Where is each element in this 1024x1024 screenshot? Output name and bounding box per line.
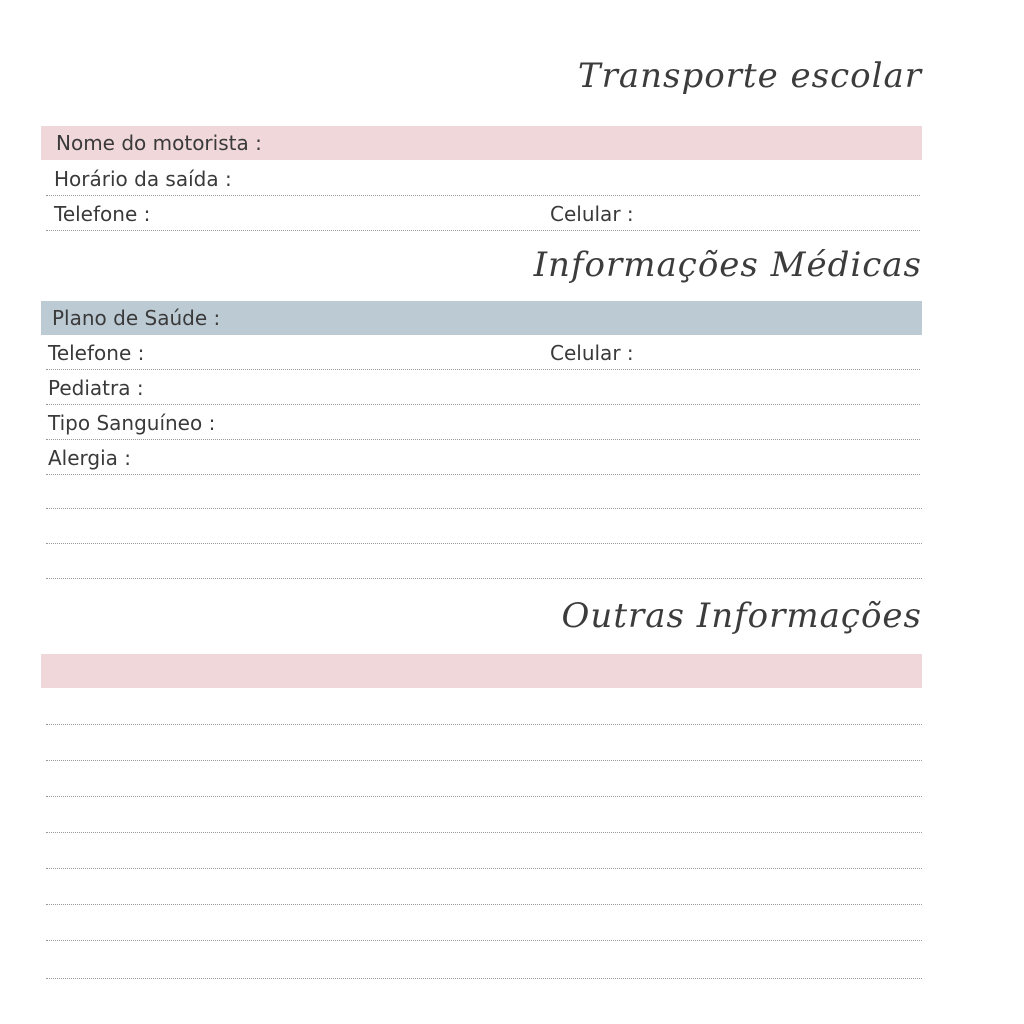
field-row-tipo-sanguineo[interactable]	[46, 406, 920, 440]
nome-motorista-label: Nome do motorista :	[56, 131, 262, 155]
tipo-sanguineo-label: Tipo Sanguíneo :	[48, 411, 216, 435]
field-band-nome-motorista[interactable]	[41, 126, 922, 160]
telefone-label: Telefone :	[54, 202, 151, 226]
writing-line[interactable]	[46, 868, 922, 869]
celular-label: Celular :	[550, 341, 634, 365]
writing-line[interactable]	[46, 796, 922, 797]
celular-label: Celular :	[550, 202, 634, 226]
field-row-horario-saida[interactable]	[46, 162, 920, 196]
field-row-telefone-transporte[interactable]	[46, 197, 920, 231]
horario-saida-label: Horário da saída :	[54, 167, 232, 191]
field-row-alergia[interactable]	[46, 441, 920, 475]
writing-line[interactable]	[46, 832, 922, 833]
writing-line[interactable]	[46, 940, 922, 941]
section-title-outras: Outras Informações	[561, 596, 922, 636]
writing-line[interactable]	[46, 978, 922, 979]
writing-line[interactable]	[46, 508, 922, 509]
telefone-label: Telefone :	[48, 341, 145, 365]
field-row-telefone-medicas[interactable]	[46, 336, 920, 370]
writing-line[interactable]	[46, 543, 922, 544]
writing-line[interactable]	[46, 904, 922, 905]
writing-line[interactable]	[46, 760, 922, 761]
writing-line[interactable]	[46, 578, 922, 579]
writing-line[interactable]	[46, 724, 922, 725]
field-band-plano-saude[interactable]	[41, 301, 922, 335]
section-title-medicas: Informações Médicas	[533, 245, 922, 285]
section-title-transporte: Transporte escolar	[577, 56, 922, 96]
field-band-outras[interactable]	[41, 654, 922, 688]
pediatra-label: Pediatra :	[48, 376, 144, 400]
plano-saude-label: Plano de Saúde :	[52, 306, 221, 330]
alergia-label: Alergia :	[48, 446, 132, 470]
field-row-pediatra[interactable]	[46, 371, 920, 405]
